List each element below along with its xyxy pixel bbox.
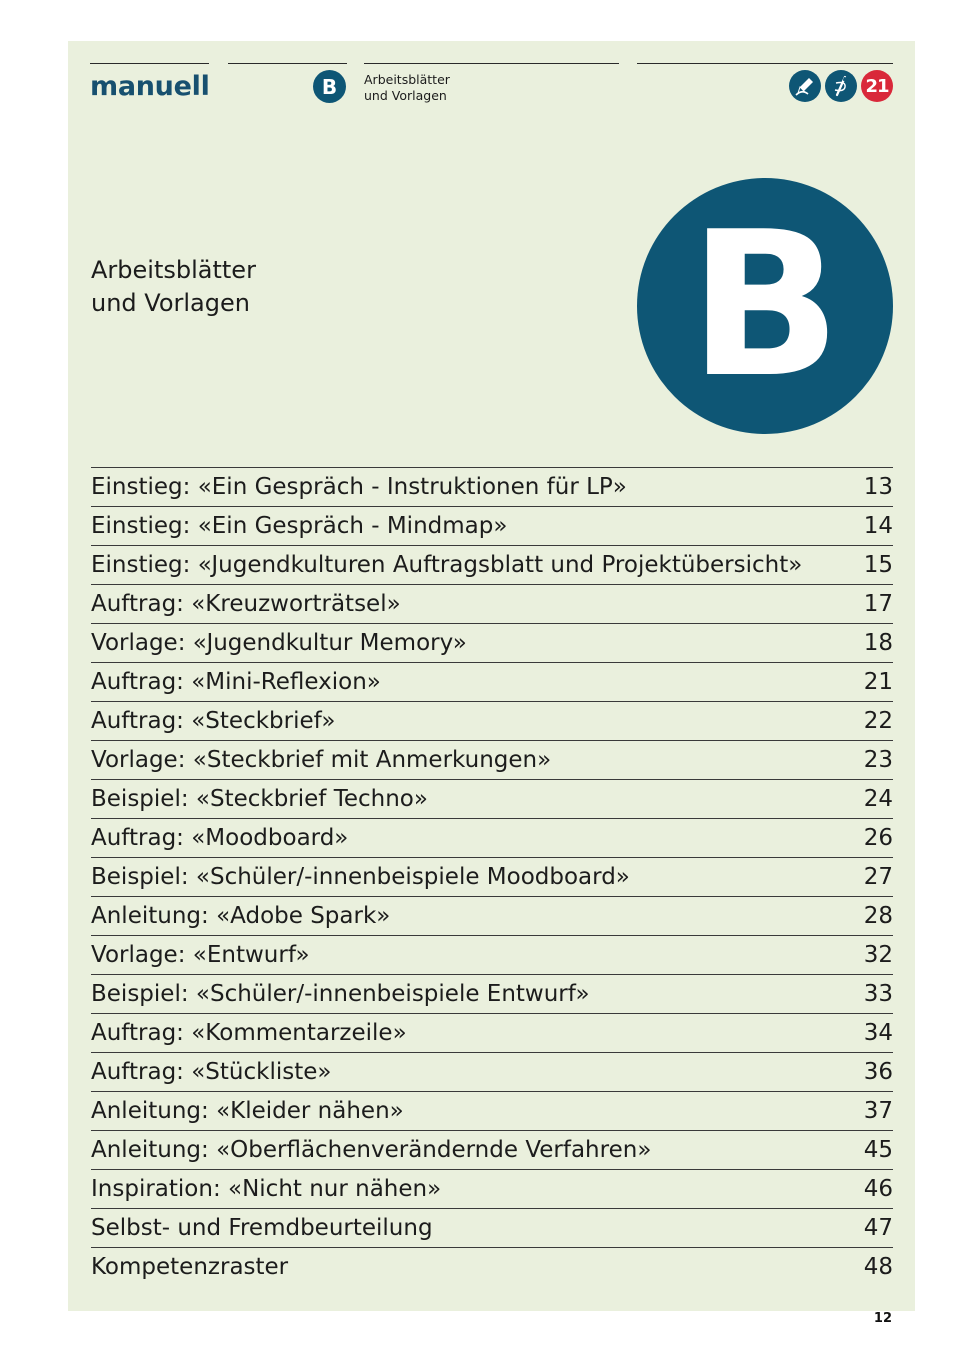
toc-entry-title: Einstieg: «Ein Gespräch - Mindmap»: [91, 513, 508, 539]
toc-entry-page: 48: [863, 1254, 893, 1280]
toc-entry-page: 24: [863, 786, 893, 812]
section-name-line2: und Vorlagen: [364, 88, 447, 103]
toc-entry-title: Auftrag: «Kreuzworträtsel»: [91, 591, 401, 617]
page-number: 12: [873, 1311, 892, 1326]
chapter-title-line1: Arbeitsblätter: [91, 256, 256, 284]
toc-entry-title: Auftrag: «Moodboard»: [91, 825, 349, 851]
toc-entry-title: Anleitung: «Adobe Spark»: [91, 903, 391, 929]
header-rule: [364, 63, 619, 64]
toc-entry[interactable]: [91, 1091, 893, 1130]
toc-entry-title: Auftrag: «Stückliste»: [91, 1059, 332, 1085]
toc-entry[interactable]: [91, 1169, 893, 1208]
toc-entry-title: Auftrag: «Kommentarzeile»: [91, 1020, 407, 1046]
needle-thread-icon: [825, 70, 857, 102]
competence-21-icon: 21: [861, 70, 893, 102]
toc-entry-title: Vorlage: «Jugendkultur Memory»: [91, 630, 467, 656]
header-rule: [228, 63, 347, 64]
toc-entry[interactable]: [91, 701, 893, 740]
toc-entry-title: Beispiel: «Steckbrief Techno»: [91, 786, 428, 812]
toc-entry-title: Auftrag: «Mini-Reflexion»: [91, 669, 381, 695]
toc-entry-page: 47: [863, 1215, 893, 1241]
toc-entry[interactable]: [91, 935, 893, 974]
toc-entry-title: Einstieg: «Ein Gespräch - Instruktionen für LP»: [91, 474, 627, 500]
header-rule: [90, 63, 209, 64]
toc-entry[interactable]: [91, 1052, 893, 1091]
toc-entry[interactable]: [91, 584, 893, 623]
toc-entry-title: Inspiration: «Nicht nur nähen»: [91, 1176, 442, 1202]
toc-entry[interactable]: [91, 818, 893, 857]
toc-entry[interactable]: [91, 1247, 893, 1286]
chapter-title-line2: und Vorlagen: [91, 289, 250, 317]
toc-entry-title: Selbst- und Fremdbeurteilung: [91, 1215, 433, 1241]
toc-entry[interactable]: [91, 740, 893, 779]
toc-entry[interactable]: [91, 506, 893, 545]
toc-entry[interactable]: [91, 623, 893, 662]
section-name-line1: Arbeitsblätter: [364, 72, 450, 87]
table-of-contents: [91, 467, 893, 1286]
toc-entry-page: 37: [863, 1098, 893, 1124]
toc-entry-page: 15: [863, 552, 893, 578]
chapter-letter-badge: B: [637, 178, 893, 434]
toc-entry-title: Kompetenzraster: [91, 1254, 289, 1280]
section-badge: B: [313, 70, 346, 103]
toc-entry-title: Vorlage: «Entwurf»: [91, 942, 310, 968]
page-panel: [68, 41, 915, 1311]
toc-entry-page: 28: [863, 903, 893, 929]
toc-entry-page: 27: [863, 864, 893, 890]
chapter-title: [91, 254, 256, 320]
toc-entry[interactable]: [91, 896, 893, 935]
toc-entry[interactable]: [91, 779, 893, 818]
toc-entry-page: 26: [863, 825, 893, 851]
toc-entry-title: Beispiel: «Schüler/-innenbeispiele Moodboard»: [91, 864, 630, 890]
toc-entry[interactable]: [91, 1130, 893, 1169]
pencil-icon: [789, 70, 821, 102]
header-rule: [637, 63, 893, 64]
subject-icons: [789, 70, 893, 102]
toc-entry-title: Einstieg: «Jugendkulturen Auftragsblatt und Projektübersicht»: [91, 552, 803, 578]
toc-entry-page: 34: [863, 1020, 893, 1046]
toc-entry[interactable]: [91, 467, 893, 506]
toc-entry-page: 23: [863, 747, 893, 773]
toc-entry-page: 46: [863, 1176, 893, 1202]
toc-entry[interactable]: [91, 662, 893, 701]
toc-entry[interactable]: [91, 974, 893, 1013]
brand-logo: manuell: [90, 71, 210, 102]
toc-entry-page: 17: [863, 591, 893, 617]
toc-entry-title: Anleitung: «Kleider nähen»: [91, 1098, 404, 1124]
toc-entry-title: Vorlage: «Steckbrief mit Anmerkungen»: [91, 747, 552, 773]
toc-entry-page: 13: [863, 474, 893, 500]
toc-entry-page: 36: [863, 1059, 893, 1085]
toc-entry-page: 21: [863, 669, 893, 695]
toc-entry-page: 18: [863, 630, 893, 656]
toc-entry[interactable]: [91, 1208, 893, 1247]
toc-entry[interactable]: [91, 1013, 893, 1052]
toc-entry[interactable]: [91, 545, 893, 584]
toc-entry-page: 33: [863, 981, 893, 1007]
toc-entry[interactable]: [91, 857, 893, 896]
toc-entry-page: 14: [863, 513, 893, 539]
toc-entry-page: 32: [863, 942, 893, 968]
toc-entry-page: 22: [863, 708, 893, 734]
toc-entry-title: Auftrag: «Steckbrief»: [91, 708, 336, 734]
section-name: [364, 72, 450, 104]
toc-entry-title: Beispiel: «Schüler/-innenbeispiele Entwurf»: [91, 981, 590, 1007]
toc-entry-page: 45: [863, 1137, 893, 1163]
toc-entry-title: Anleitung: «Oberflächenverändernde Verfahren»: [91, 1137, 652, 1163]
